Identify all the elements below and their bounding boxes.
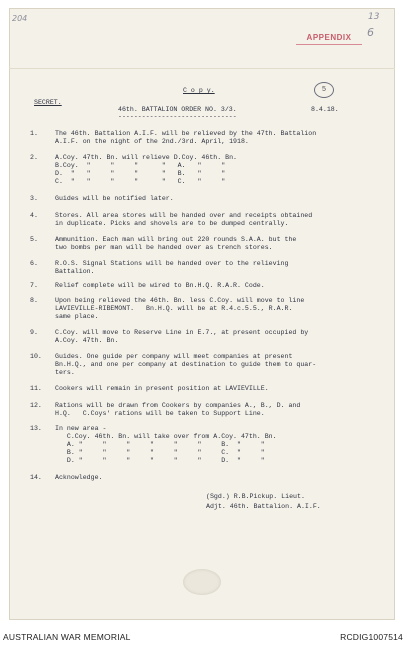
order-item-number: 2. [30,154,38,161]
circled-page-number: 5 [314,82,334,98]
order-item-line: C. " " " " " C. " " [55,178,226,185]
heading-rule: ------------------------------ [118,113,237,120]
order-item-number: 14. [30,474,42,481]
order-item-line: D. " " " " " B. " " [55,170,226,177]
pencil-annotation-left: 204 [12,14,28,23]
order-item-line: ters. [55,369,75,376]
order-item-line: Upon being relieved the 46th. Bn. less C.Coy. will move to line [55,297,305,304]
order-item-line: B.Coy. " " " " A. " " [55,162,226,169]
order-item-line: two bombs per man will be handed over as trench stores. [55,244,273,251]
order-item-line: A.Coy. 47th. Bn. [55,337,119,344]
order-item-number: 10. [30,353,42,360]
order-item-number: 7. [30,282,38,289]
order-item-line: LAVIEVILLE-RIBEMONT. Bn.H.Q. will be at R.4.c.5.5., R.A.R. [55,305,293,312]
order-item-number: 6. [30,260,38,267]
order-item-line: Battalion. [55,268,95,275]
order-item-line: B. " " " " " " C. " " [55,449,265,456]
order-date: 8.4.18. [311,106,339,113]
order-item-line: R.O.S. Signal Stations will be handed over to the relieving [55,260,289,267]
secret-label: SECRET. [34,99,62,106]
order-item-number: 4. [30,212,38,219]
footer-source: AUSTRALIAN WAR MEMORIAL [3,632,131,642]
order-item-line: C.Coy. 46th. Bn. will take over from A.Coy. 47th. Bn. [55,433,277,440]
signature-line-1: (Sgd.) R.B.Pickup. Lieut. [206,493,305,500]
order-item-number: 1. [30,130,38,137]
order-item-line: Relief complete will be wired to Bn.H.Q. R.A.R. Code. [55,282,265,289]
order-item-number: 11. [30,385,42,392]
watermark-emblem [183,569,221,595]
order-item-number: 12. [30,402,42,409]
order-item-line: A. " " " " " " B. " " [55,441,265,448]
order-item-line: Stores. All area stores will be handed over and receipts obtained [55,212,313,219]
order-item-number: 5. [30,236,38,243]
battalion-order-heading: 46th. BATTALION ORDER NO. 3/3. [118,106,237,113]
doc-title: C o p y. [183,87,215,94]
order-item-line: The 46th. Battalion A.I.F. will be relieved by the 47th. Battalion [55,130,317,137]
order-item-line: in duplicate. Picks and shovels are to be dumped centrally. [55,220,289,227]
order-item-line: Ammunition. Each man will bring out 220 rounds S.A.A. but the [55,236,297,243]
order-item-number: 9. [30,329,38,336]
order-item-line: In new area - [55,425,107,432]
order-item-line: D. " " " " " " D. " " [55,457,265,464]
order-item-number: 8. [30,297,38,304]
appendix-stamp: APPENDIX [296,31,362,45]
order-item-line: Guides will be notified later. [55,195,174,202]
order-item-line: Bn.H.Q., and one per company at destination to guide them to quar- [55,361,317,368]
pencil-annotation-right: 13 [368,12,380,22]
order-item-line: Acknowledge. [55,474,103,481]
order-item-line: Rations will be drawn from Cookers by companies A., B., D. and [55,402,301,409]
order-item-line: A.I.F. on the night of the 2nd./3rd. April, 1918. [55,138,249,145]
order-item-line: same place. [55,313,99,320]
order-item-line: Cookers will remain in present position at LAVIEVILLE. [55,385,269,392]
order-item-line: A.Coy. 47th. Bn. will relieve D.Coy. 46th. Bn. [55,154,238,161]
pencil-annotation-six: 6 [367,26,374,39]
order-item-number: 13. [30,425,42,432]
order-item-line: C.Coy. will move to Reserve Line in E.7., at present occupied by [55,329,309,336]
order-item-line: H.Q. C.Coys' rations will be taken to Support Line. [55,410,265,417]
order-item-line: Guides. One guide per company will meet companies at present [55,353,293,360]
order-item-number: 3. [30,195,38,202]
footer-id: RCDIG1007514 [340,632,403,642]
signature-line-2: Adjt. 46th. Battalion. A.I.F. [206,503,321,510]
